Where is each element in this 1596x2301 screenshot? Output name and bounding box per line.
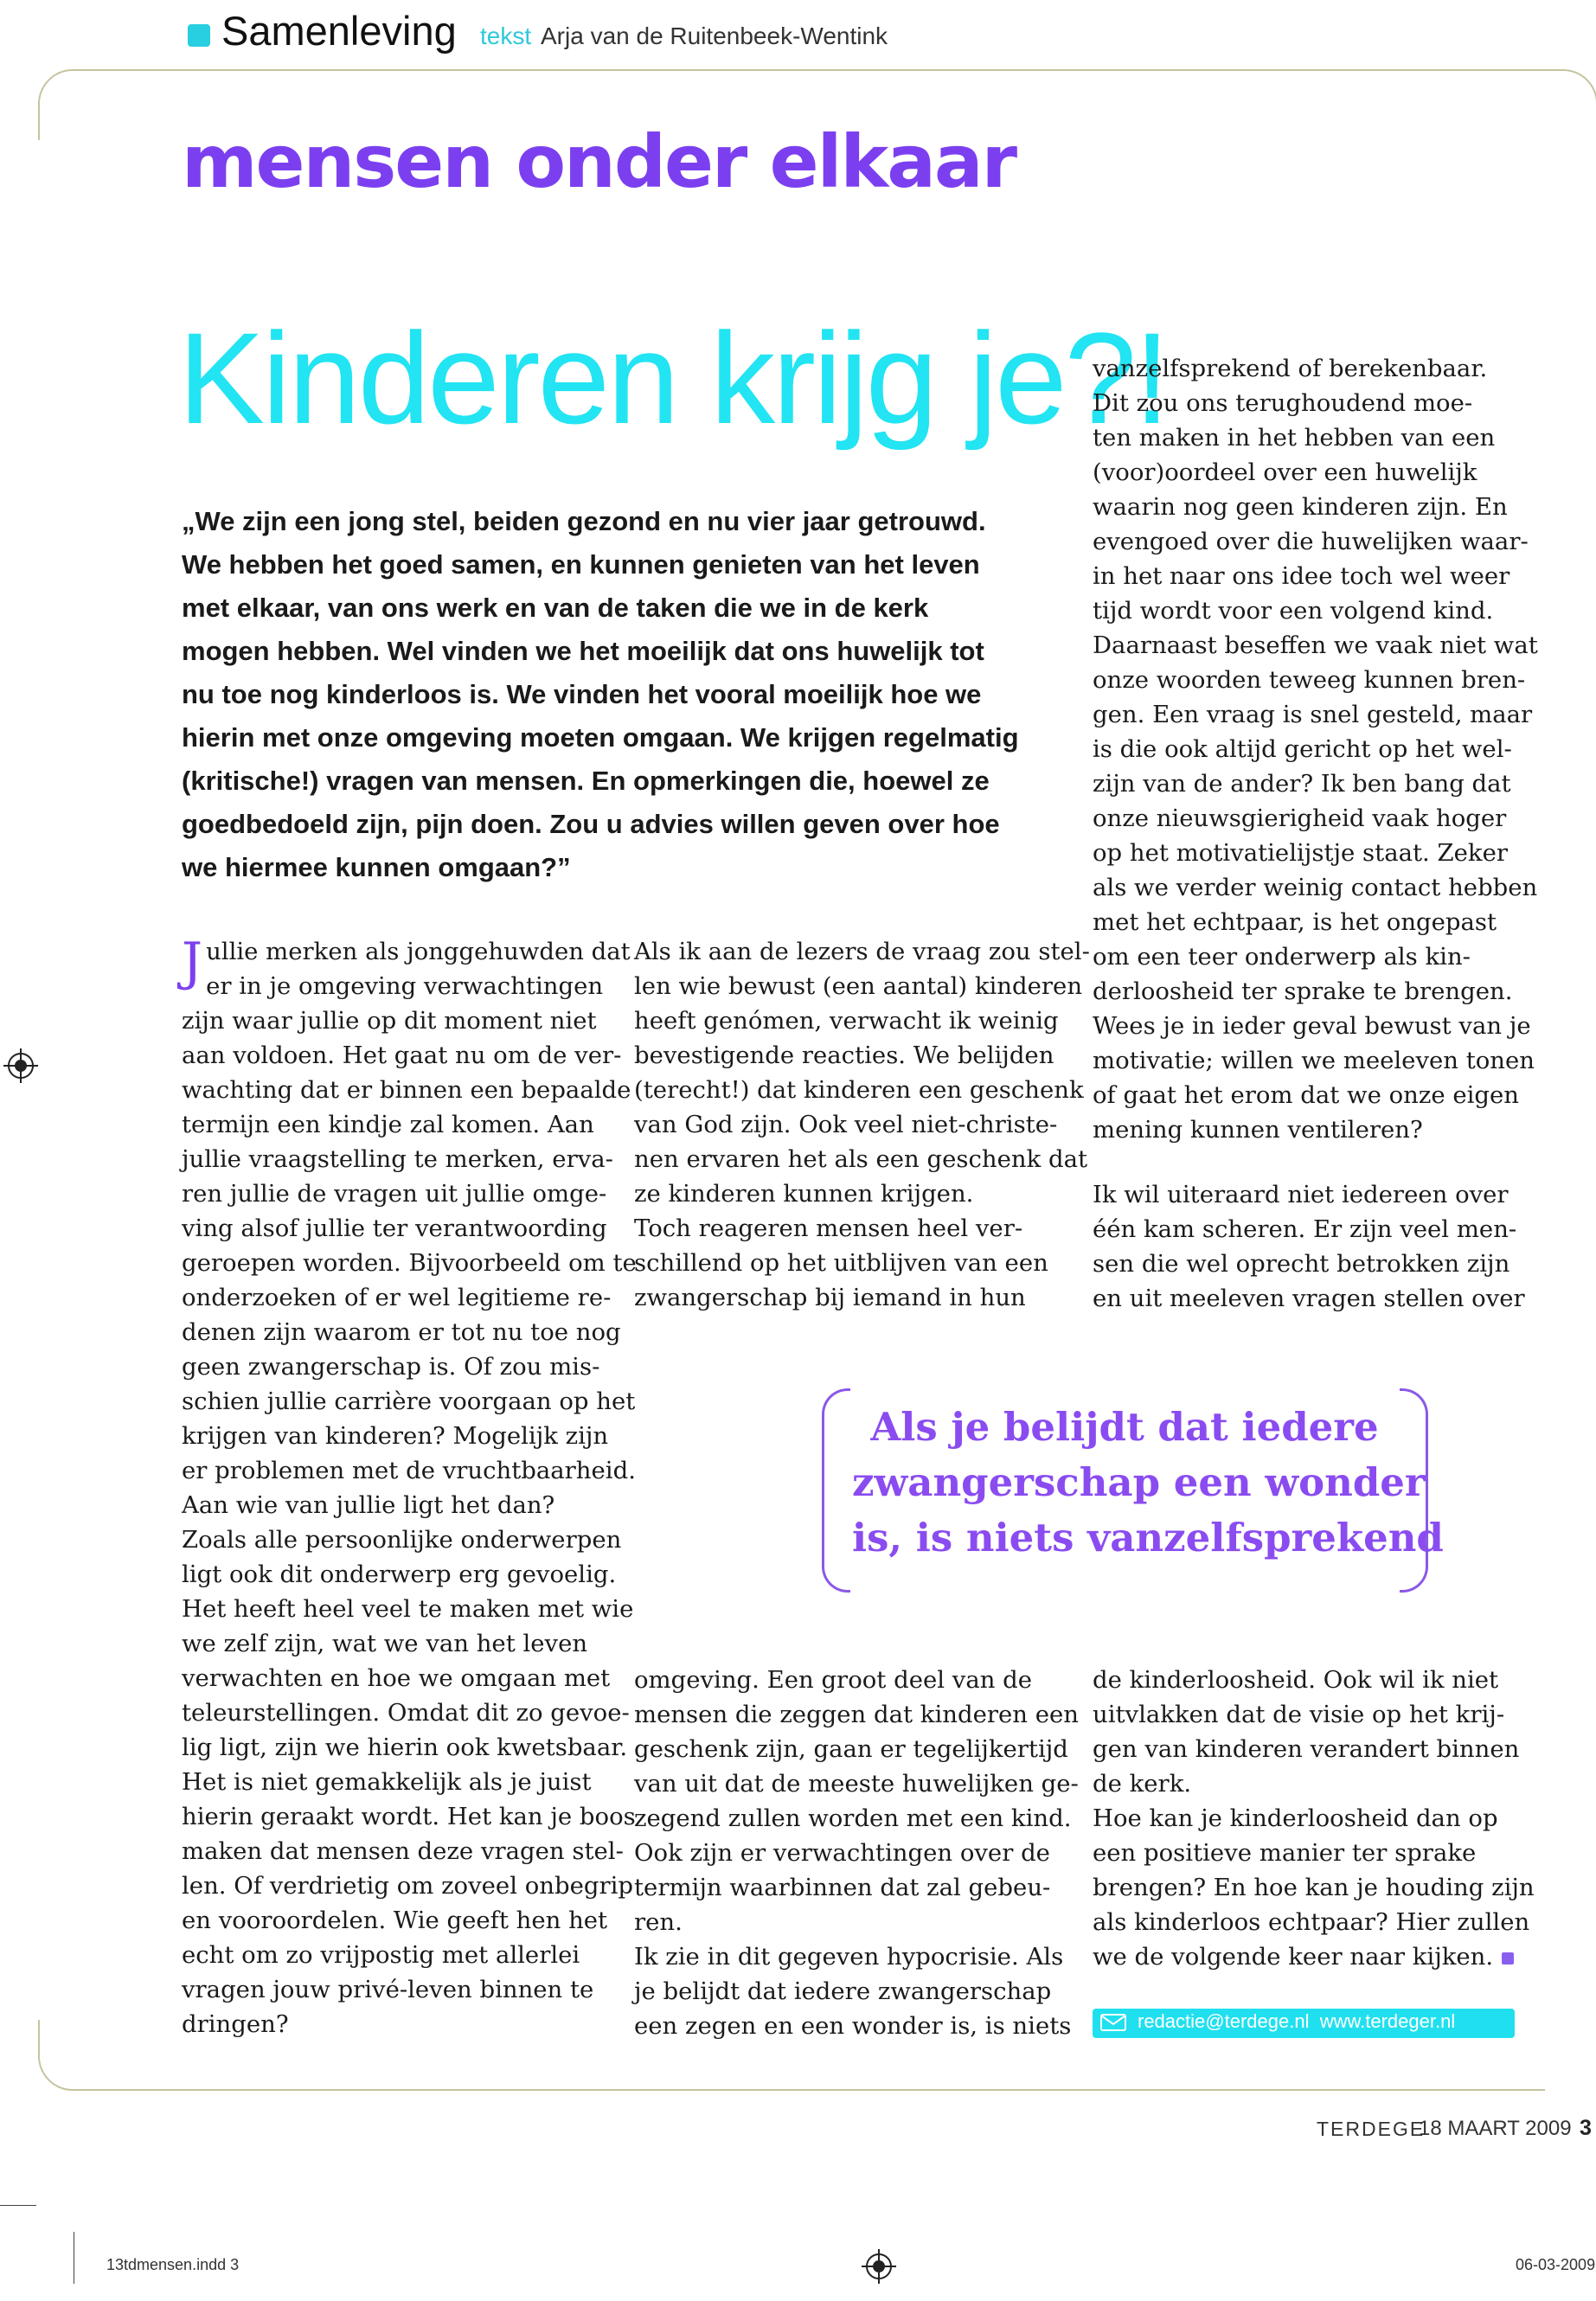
pullquote [852, 1400, 1444, 1566]
pullquote-line: zwangerschap een wonder [852, 1459, 1426, 1505]
section-name: Samenleving [221, 8, 457, 54]
lead-line: we hiermee kunnen omgaan?” [182, 852, 571, 882]
body-line: en vooroordelen. Wie geeft hen het [182, 1907, 608, 1934]
body-line: op het motivatielijstje staat. Zeker [1093, 839, 1508, 867]
body-line: omgeving. Een groot deel van de [634, 1666, 1033, 1694]
pullquote-line: is, is niets vanzelfsprekend [852, 1515, 1444, 1561]
section-marker [188, 24, 210, 47]
body-line: geschenk zijn, gaan er tegelijkertijd [634, 1735, 1068, 1763]
body-line: verwachten en hoe we omgaan met [182, 1664, 611, 1692]
body-column-1 [182, 932, 637, 2041]
body-line: denen zijn waarom er tot nu toe nog [182, 1318, 621, 1346]
article-title: Kinderen krijg je?! [178, 305, 1168, 451]
body-line: onderzoeken of er wel legitieme re- [182, 1284, 612, 1311]
slug-date: 06-03-2009 [1516, 2256, 1596, 2273]
body-line: ren. [634, 1908, 683, 1936]
body-line: waarin nog geen kinderen zijn. En [1093, 493, 1508, 521]
body-line: hierin geraakt wordt. Het kan je boos [182, 1803, 636, 1830]
lead-line: We hebben het goed samen, en kunnen genieten van het leven [182, 549, 980, 580]
mail-icon [1100, 2014, 1126, 2031]
body-line: de kinderloosheid. Ook wil ik niet [1093, 1666, 1499, 1694]
email-link[interactable]: redactie@terdege.nl [1138, 2010, 1310, 2032]
lead-line: goedbedoeld zijn, pijn doen. Zou u advies willen geven over hoe [182, 809, 1000, 839]
body-line: motivatie; willen we meeleven tonen [1093, 1047, 1535, 1074]
body-line: Ik wil uiteraard niet iedereen over [1093, 1181, 1509, 1208]
body-line: we zelf zijn, wat we van het leven [182, 1630, 588, 1657]
body-line: termijn een kindje zal komen. Aan [182, 1111, 594, 1138]
body-line: schien jullie carrière voorgaan op het [182, 1388, 636, 1415]
body-line: nen ervaren het als een geschenk dat [634, 1145, 1088, 1173]
body-line: onze woorden teweeg kunnen bren- [1093, 666, 1526, 694]
body-column-3-bottom [1093, 1663, 1542, 1974]
body-line: Daarnaast beseffen we vaak niet wat [1093, 631, 1538, 659]
contact-links [1138, 2010, 1455, 2033]
body-line: lig ligt, zijn we hierin ook kwetsbaar. [182, 1734, 628, 1761]
body-line: geroepen worden. Bijvoorbeeld om te [182, 1249, 637, 1277]
body-line: ze kinderen kunnen krijgen. [634, 1180, 974, 1208]
body-line: Jullie merken als jonggehuwden dat [182, 932, 631, 992]
rubric-title: mensen onder elkaar [182, 119, 1016, 204]
body-line: vanzelfsprekend of berekenbaar. [1093, 355, 1488, 382]
body-line: Zoals alle persoonlijke onderwerpen [182, 1526, 622, 1554]
body-line: evengoed over die huwelijken waar- [1093, 528, 1529, 555]
lead-line: (kritische!) vragen van mensen. En opmerkingen die, hoewel ze [182, 766, 990, 796]
body-line: Aan wie van jullie ligt het dan? [182, 1491, 555, 1519]
body-line: om een teer onderwerp als kin- [1093, 943, 1471, 971]
body-line: zijn waar jullie op dit moment niet [182, 1007, 597, 1035]
slug-filename: 13tdmensen.indd 3 [106, 2256, 240, 2273]
body-line: Het is niet gemakkelijk als je juist [182, 1768, 592, 1796]
lead-line: nu toe nog kinderloos is. We vinden het vooral moeilijk hoe we [182, 679, 982, 709]
body-line: vragen jouw privé-leven binnen te [182, 1976, 594, 2003]
lead-line: met elkaar, van ons werk en van de taken die we in de kerk [182, 593, 929, 623]
body-line: met het echtpaar, is het ongepast [1093, 908, 1497, 936]
body-line: ten maken in het hebben van een [1093, 424, 1496, 452]
body-line: één kam scheren. Er zijn veel men- [1093, 1215, 1517, 1243]
body-line: termijn waarbinnen dat zal gebeu- [634, 1874, 1051, 1901]
body-line: Ik zie in dit gegeven hypocrisie. Als [634, 1943, 1064, 1971]
body-line: derloosheid ter sprake te brengen. [1093, 977, 1513, 1005]
body-line: dringen? [182, 2010, 289, 2038]
body-column-3-top [1093, 351, 1542, 1147]
page-frame-corner [1542, 69, 1596, 123]
body-line: Hoe kan je kinderloosheid dan op [1093, 1804, 1498, 1832]
body-line: gen van kinderen verandert binnen [1093, 1735, 1520, 1763]
body-line: we de volgende keer naar kijken. [1093, 1939, 1542, 1974]
body-line: zwangerschap bij iemand in hun [634, 1284, 1026, 1311]
body-line: bevestigende reacties. We belijden [634, 1042, 1054, 1069]
body-line: of gaat het erom dat we onze eigen [1093, 1081, 1520, 1109]
body-line: brengen? En hoe kan je houding zijn [1093, 1874, 1535, 1901]
lead-question [182, 500, 1047, 889]
body-line: van God zijn. Ook veel niet-christe- [634, 1111, 1058, 1138]
body-line: aan voldoen. Het gaat nu om de ver- [182, 1042, 622, 1069]
body-line: sen die wel oprecht betrokken zijn [1093, 1250, 1510, 1278]
body-line: ren jullie de vragen uit jullie omge- [182, 1180, 607, 1208]
body-line: schillend op het uitblijven van een [634, 1249, 1048, 1277]
body-line: zijn van de ander? Ik ben bang dat [1093, 770, 1511, 798]
body-line: (terecht!) dat kinderen een geschenk [634, 1076, 1084, 1104]
body-line: in het naar ons idee toch wel weer [1093, 562, 1510, 590]
body-line: len. Of verdrietig om zoveel onbegrip [182, 1872, 634, 1900]
body-line: er in je omgeving verwachtingen [206, 972, 604, 1000]
end-of-article-marker [1502, 1952, 1514, 1965]
body-line: teleurstellingen. Omdat dit zo gevoe- [182, 1699, 630, 1727]
website-link[interactable]: www.terdeger.nl [1319, 2010, 1456, 2032]
body-line: len wie bewust (een aantal) kinderen [634, 972, 1083, 1000]
body-line: Wees je in ieder geval bewust van je [1093, 1012, 1531, 1040]
body-line: geen zwangerschap is. Of zou mis- [182, 1353, 600, 1381]
body-line: krijgen van kinderen? Mogelijk zijn [182, 1422, 609, 1450]
body-line: (voor)oordeel over een huwelijk [1093, 458, 1477, 486]
body-line: Ook zijn er verwachtingen over de [634, 1839, 1050, 1867]
body-line: van uit dat de meeste huwelijken ge- [634, 1770, 1079, 1798]
body-column-3-mid [1093, 1177, 1542, 1316]
body-line: er problemen met de vruchtbaarheid. [182, 1457, 636, 1484]
body-line: jullie vraagstelling te merken, erva- [182, 1145, 613, 1173]
byline-label: tekst [480, 22, 532, 49]
lead-line: „We zijn een jong stel, beiden gezond en nu vier jaar getrouwd. [182, 506, 986, 536]
body-line: uitvlakken dat de visie op het krij- [1093, 1701, 1505, 1728]
body-line: heeft genómen, verwacht ik weinig [634, 1007, 1059, 1035]
body-line: en uit meeleven vragen stellen over [1093, 1285, 1525, 1312]
body-line: wachting dat er binnen een bepaalde [182, 1076, 631, 1104]
byline-author: Arja van de Ruitenbeek-Wentink [541, 22, 888, 49]
body-line: maken dat mensen deze vragen stel- [182, 1837, 624, 1865]
body-line: tijd wordt voor een volgend kind. [1093, 597, 1494, 625]
body-line: Dit zou ons terughoudend moe- [1093, 389, 1473, 417]
body-line: als kinderloos echtpaar? Hier zullen [1093, 1908, 1530, 1936]
body-line: echt om zo vrijpostig met allerlei [182, 1941, 580, 1969]
drop-cap: J [182, 932, 203, 992]
body-line: ving alsof jullie ter verantwoording [182, 1215, 607, 1242]
registration-mark-icon [3, 1048, 38, 1083]
body-line: mensen die zeggen dat kinderen een [634, 1701, 1079, 1728]
page-number: 3 [1580, 2116, 1592, 2140]
pullquote-line: Als je belijdt dat iedere [870, 1404, 1379, 1450]
body-line: zegend zullen worden met een kind. [634, 1804, 1072, 1832]
lead-line: hierin met onze omgeving moeten omgaan. We krijgen regelmatig [182, 722, 1019, 753]
body-line: mening kunnen ventileren? [1093, 1116, 1423, 1144]
body-line: ligt ook dit onderwerp erg gevoelig. [182, 1561, 617, 1588]
registration-mark-icon [862, 2249, 896, 2284]
pullquote-bracket-left [822, 1388, 850, 1593]
body-line: is die ook altijd gericht op het wel- [1093, 735, 1512, 763]
body-line: als we verder weinig contact hebben [1093, 874, 1538, 901]
body-line: Als ik aan de lezers de vraag zou stel- [634, 938, 1090, 965]
body-line: de kerk. [1093, 1770, 1192, 1798]
body-line: een zegen en een wonder is, is niets [634, 2012, 1072, 2040]
body-line: onze nieuwsgierigheid vaak hoger [1093, 804, 1507, 832]
body-column-2-top [634, 934, 1090, 1315]
body-line: Het heeft heel veel te maken met wie [182, 1595, 634, 1623]
footer-magazine: TERDEGE [1317, 2118, 1426, 2140]
crop-mark [0, 2205, 36, 2206]
body-line: gen. Een vraag is snel gesteld, maar [1093, 701, 1533, 728]
body-line: Toch reageren mensen heel ver- [634, 1215, 1023, 1242]
footer-date: 18 MAART 2009 [1419, 2117, 1572, 2140]
body-column-2-bottom [634, 1663, 1079, 2043]
body-line: een positieve manier ter sprake [1093, 1839, 1477, 1867]
lead-line: mogen hebben. Wel vinden we het moeilijk dat ons huwelijk tot [182, 636, 984, 666]
body-line: je belijdt dat iedere zwangerschap [634, 1977, 1052, 2005]
